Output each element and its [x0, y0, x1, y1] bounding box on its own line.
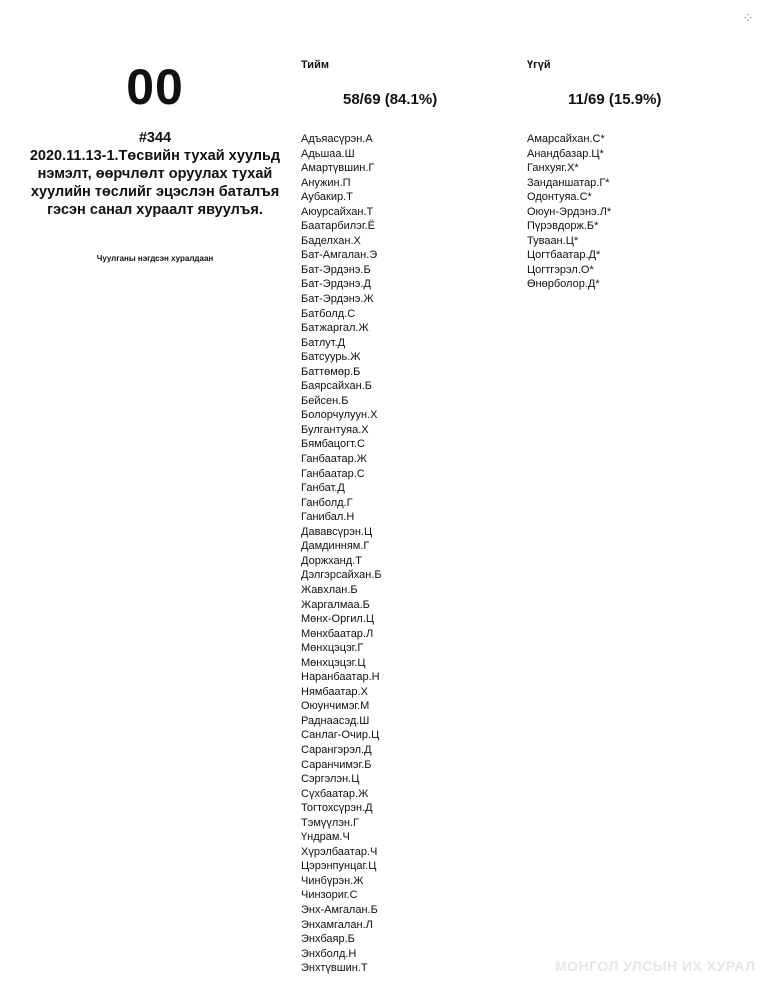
- voter-name: Ганбат.Д: [301, 482, 345, 495]
- voter-name: Энхболд.Н: [301, 947, 357, 960]
- no-tally: 11/69 (15.9%): [568, 91, 662, 108]
- voter-name: Бямбацогт.С: [301, 438, 365, 451]
- voter-name: Оюун-Эрдэнэ.Л*: [527, 205, 612, 218]
- voter-name: Пүрэвдорж.Б*: [527, 220, 599, 233]
- voter-name: Сэргэлэн.Ц: [301, 773, 360, 786]
- yes-tally: 58/69 (84.1%): [343, 91, 438, 108]
- voter-name: Цогтбаатар.Д*: [527, 249, 601, 262]
- motion-text: 2020.11.13-1.Төсвийн тухай хуульд нэмэлт, өөрчлөлт оруулах тухай хуулийн төслийг эцэслэн баталъя гэсэн санал хураалт явуулъя.: [29, 148, 281, 218]
- watermark: МОНГОЛ УЛСЫН ИХ ХУРАЛ: [555, 958, 756, 974]
- voter-name: Батлут.Д: [301, 336, 346, 349]
- voter-name: Сүхбаатар.Ж: [301, 787, 369, 800]
- voter-name: Оюунчимэг.М: [301, 700, 370, 713]
- voter-name: Санлаг-Очир.Ц: [301, 729, 380, 742]
- voter-name: Адьшаа.Ш: [301, 147, 355, 160]
- voter-name: Чинбүрэн.Ж: [301, 874, 364, 887]
- yes-voters-list: [301, 132, 382, 976]
- yes-column-label: Тийм: [301, 59, 329, 71]
- voter-name: Тогтохсүрэн.Д: [301, 802, 373, 815]
- voter-name: Ганибал.Н: [301, 511, 355, 524]
- voter-name: Ганболд.Г: [301, 496, 353, 509]
- voter-name: Батболд.С: [301, 307, 356, 320]
- voter-name: Энхбаяр.Б: [301, 933, 355, 946]
- voter-name: Анандбазар.Ц*: [527, 147, 604, 160]
- voter-name: Анужин.П: [301, 176, 351, 189]
- voter-name: Дамдинням.Г: [301, 540, 370, 553]
- voter-name: Баярсайхан.Б: [301, 380, 373, 393]
- voter-name: Занданшатар.Г*: [527, 176, 610, 189]
- voter-name: Раднаасэд.Ш: [301, 714, 370, 727]
- voter-name: Үндрам.Ч: [301, 831, 350, 844]
- voter-name: Бат-Эрдэнэ.Ж: [301, 293, 374, 306]
- voter-name: Аюурсайхан.Т: [301, 205, 374, 218]
- session-name: Чуулганы нэгдсэн хуралдаан: [96, 254, 214, 263]
- voter-name: Энх-Амгалан.Б: [301, 903, 378, 916]
- voter-name: Саранчимэг.Б: [301, 758, 372, 771]
- voter-name: Амартүвшин.Г: [301, 162, 375, 175]
- voter-name: Болорчулуун.Х: [301, 409, 378, 422]
- voter-name: Нямбаатар.Х: [301, 685, 368, 698]
- motion-block: [22, 129, 288, 219]
- voter-name: Мөнхбаатар.Л: [301, 627, 374, 640]
- voter-name: Адъяасүрэн.А: [301, 133, 373, 145]
- voter-name: Дававсүрэн.Ц: [301, 525, 373, 538]
- voter-name: Баттөмөр.Б: [301, 365, 361, 378]
- vote-code: 00: [126, 59, 184, 115]
- voter-name: Одонтуяа.С*: [527, 191, 592, 204]
- voter-name: Чинзориг.С: [301, 889, 358, 902]
- voter-name: Туваан.Ц*: [527, 234, 579, 247]
- voter-name: Булгантуяа.Х: [301, 423, 369, 436]
- voter-name: Энхамгалан.Л: [301, 918, 373, 931]
- voter-name: Бат-Эрдэнэ.Б: [301, 263, 371, 276]
- voter-name: Дэлгэрсайхан.Б: [301, 569, 382, 582]
- voter-name: Мөнхцэцэг.Ц: [301, 656, 366, 669]
- voter-name: Батжаргал.Ж: [301, 322, 369, 335]
- no-column-label: Үгүй: [527, 59, 551, 71]
- voter-name: Мөнх-Оргил.Ц: [301, 613, 374, 626]
- voter-name: Мөнхцэцэг.Г: [301, 642, 364, 655]
- corner-mark: ⁘: [742, 10, 754, 26]
- voter-name: Доржханд.Т: [301, 554, 362, 567]
- voter-name: Наранбаатар.Н: [301, 671, 380, 684]
- voter-name: Ганбаатар.С: [301, 467, 365, 480]
- no-voters-list: [527, 132, 611, 292]
- voter-name: Бат-Амгалан.Э: [301, 249, 378, 262]
- voter-name: Ганхуяг.Х*: [527, 162, 579, 175]
- voter-name: Хүрэлбаатар.Ч: [301, 845, 378, 858]
- voter-name: Амарсайхан.С*: [527, 133, 605, 145]
- voter-name: Цэрэнпунцаг.Ц: [301, 860, 377, 873]
- voter-name: Ганбаатар.Ж: [301, 453, 367, 466]
- voter-name: Сарангэрэл.Д: [301, 743, 372, 756]
- voter-name: Бат-Эрдэнэ.Д: [301, 278, 371, 291]
- voter-name: Бейсен.Б: [301, 394, 349, 407]
- voter-name: Жаргалмаа.Б: [301, 598, 370, 611]
- voter-name: Өнөрболор.Д*: [527, 278, 600, 291]
- voter-name: Баатарбилэг.Ё: [301, 220, 375, 233]
- voter-name: Тэмүүлэн.Г: [301, 816, 360, 829]
- voter-name: Цогтгэрэл.О*: [527, 263, 594, 276]
- motion-number: #344: [138, 130, 172, 146]
- voter-name: Аубакир.Т: [301, 191, 353, 204]
- voter-name: Баделхан.Х: [301, 234, 361, 247]
- voter-name: Жавхлан.Б: [301, 583, 358, 596]
- voter-name: Энхтүвшин.Т: [301, 962, 368, 975]
- voter-name: Батсуурь.Ж: [301, 351, 361, 364]
